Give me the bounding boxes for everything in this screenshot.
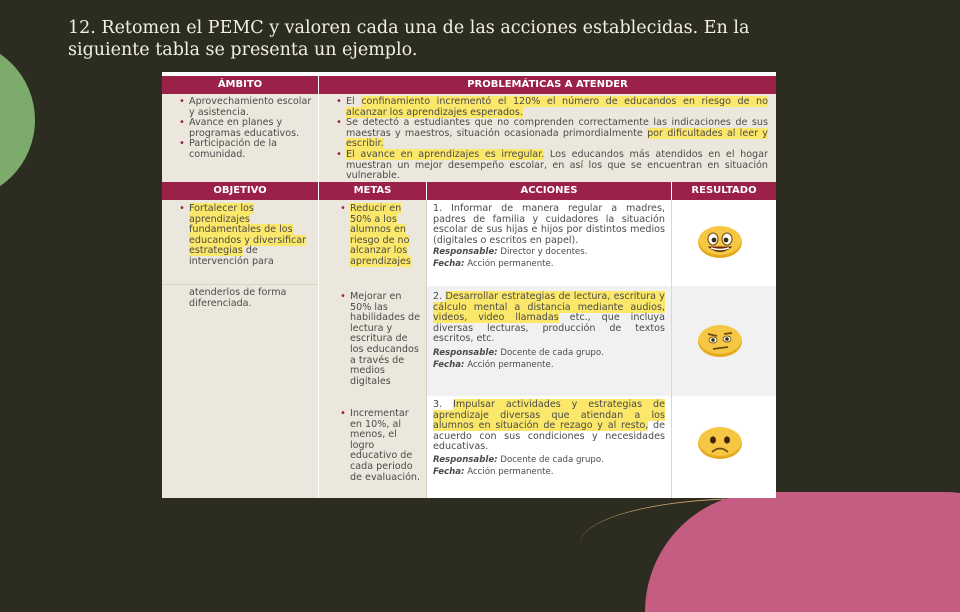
skeptical-face-icon [698,325,742,357]
ambito-cell [162,94,318,182]
problematica-item [346,97,768,118]
header-acciones: ACCIONES [427,182,671,200]
problematica-highlight: por dificultades al leer y escribir. [346,127,768,150]
header-problematicas: PROBLEMÁTICAS A ATENDER [319,76,776,94]
header-resultado: RESULTADO [672,182,776,200]
accion-fecha: Fecha: Acción permanente. [433,466,554,477]
accion-text: 1. Informar de manera regular a madres, padres de familia y cuidadores la situación escolar de sus hijas e hijos por distintos medios (digitales o escritos en papel). [433,203,665,246]
metas-cell [319,200,426,498]
accion-cell-1 [427,200,671,286]
objetivo-cell [162,200,318,498]
problematica-highlight: El avance en aprendizajes es irregular. [346,148,545,160]
resultado-cell-1 [672,200,776,286]
meta-item [350,292,422,409]
green-decoration [0,40,35,200]
problematica-highlight: confinamiento incrementó el 120% el número de educandos en riesgo de no alcanzar los aprendizajes esperados. [346,96,768,118]
resultado-cell-2 [672,286,776,396]
accion-fecha: Fecha: Acción permanente. [433,258,554,269]
header-ambito: ÁMBITO [162,76,318,94]
column-divider [671,200,672,498]
meta-text: Incrementar en 10%, al menos, el logro educativo de cada periodo de evaluación. [350,408,421,483]
ambito-item: • Avance en planes y programas educativos. [189,118,314,139]
header-objetivo: OBJETIVO [162,182,318,200]
objetivo-highlight: Fortalecer los aprendizajes fundamentales de los educandos y diversificar estrategias [189,203,307,257]
meta-text: Mejorar en 50% las habilidades de lectura y escritura de los educandos a través de medios digitales [350,291,421,387]
ambito-item: • Aprovechamiento escolar y asistencia. [189,97,314,118]
resultado-cell-3 [672,396,776,498]
accion-responsable: Responsable: Docente de cada grupo. [433,347,604,358]
slide-heading [68,17,908,61]
accion-fecha: Fecha: Acción permanente. [433,359,554,370]
heading-line-2: siguiente tabla se presenta un ejemplo. [68,40,418,60]
column-divider [318,200,319,498]
meta-item [350,204,422,288]
problematica-text: Los educandos más atendidos en el hogar muestran un mejor desempeño escolar, en así los que se encuentran en situación vulnerable. [346,148,768,182]
column-divider [318,94,319,182]
sad-face-icon [698,427,742,459]
ambito-item: • Participación de la comunidad. [189,139,314,160]
accion-responsable: Responsable: Docente de cada grupo. [433,454,604,465]
happy-face-icon [698,226,742,258]
accion-text: 2. Desarrollar estrategias de lectura, escritura y cálculo mental a distancia mediante audios, videos, video llamadas etc., que incluya diversas lecturas, producción de textos escritos, etc. [433,291,665,345]
meta-highlight: Reducir en 50% a los alumnos en riesgo de no alcanzar los aprendizajes [350,203,411,267]
problematica-item [346,150,768,182]
objetivo-item [189,204,312,268]
objetivo-text: de intervención para [189,245,274,267]
heading-line-1: 12. Retomen el PEMC y valoren cada una de las acciones establecidas. En la [68,18,750,38]
problematica-text: Se detectó a estudiantes que no comprenden correctamente las indicaciones de sus maestras y maestros, situación ocasionada primordialmente [346,117,768,139]
problematica-text: El [346,96,362,107]
accion-text: 3. Impulsar actividades y estrategias de aprendizaje diversas que atiendan a los alumnos en situación de rezago y al resto, de acuerdo con sus condiciones y necesidades educativas. [433,399,665,453]
column-divider [426,200,427,498]
meta-item [350,409,422,483]
pemc-table [162,72,776,498]
accion-cell-3 [427,396,671,498]
objetivo-continuation: atenderlos de forma diferenciada. [189,287,287,309]
accion-responsable: Responsable: Director y docentes. [433,247,588,258]
accion-cell-2 [427,286,671,396]
problematica-item [346,118,768,150]
objetivo-divider [162,284,318,285]
header-metas: METAS [319,182,426,200]
problematicas-cell [319,94,776,182]
